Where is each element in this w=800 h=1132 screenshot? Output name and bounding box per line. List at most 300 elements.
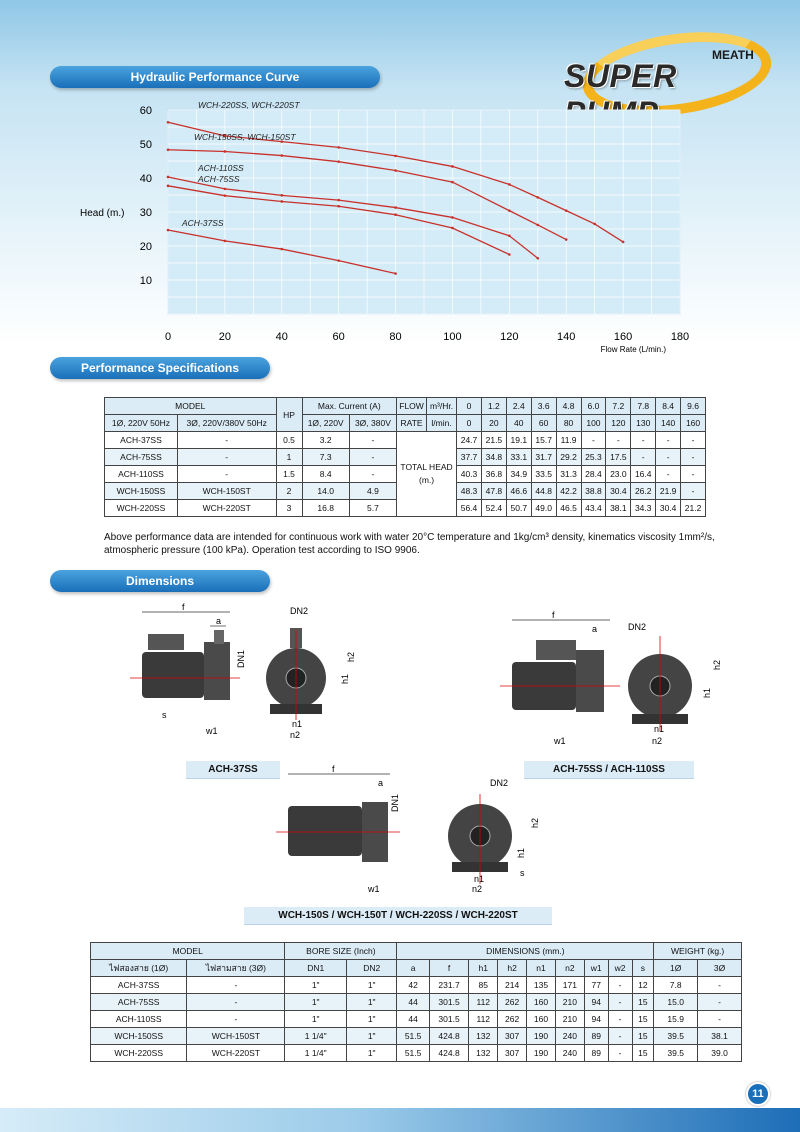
spec-cell: 33.1 bbox=[506, 449, 531, 466]
spec-cell: - bbox=[177, 449, 276, 466]
series-point bbox=[337, 146, 340, 149]
dim-cell: 112 bbox=[469, 994, 498, 1011]
spec-total-head-unit: (m.) bbox=[418, 475, 435, 485]
spec-flow-m3: 9.6 bbox=[681, 398, 706, 415]
dim-cell: 51.5 bbox=[397, 1028, 429, 1045]
spec-cell: 15.7 bbox=[531, 432, 556, 449]
spec-cell: 31.7 bbox=[531, 449, 556, 466]
spec-cell: 1.5 bbox=[276, 466, 302, 483]
label-n2: n2 bbox=[652, 736, 663, 746]
dim-cell: 15.0 bbox=[654, 994, 698, 1011]
series-point bbox=[394, 169, 397, 172]
drawing-ach-75ss-110ss bbox=[500, 606, 720, 751]
y-tick-label: 50 bbox=[139, 139, 152, 151]
series-point bbox=[394, 206, 397, 209]
spec-cell: 44.8 bbox=[531, 483, 556, 500]
terminal-box bbox=[148, 634, 184, 650]
x-tick-label: 160 bbox=[613, 331, 633, 343]
spec-cell: WCH-150ST bbox=[177, 483, 276, 500]
spec-cell bbox=[397, 500, 457, 517]
dim-cell: - bbox=[698, 977, 742, 994]
spec-cell: ACH-37SS bbox=[105, 432, 178, 449]
series-point bbox=[565, 209, 568, 212]
spec-flow-m3: 7.2 bbox=[606, 398, 631, 415]
label-dn2: DN2 bbox=[290, 606, 309, 616]
label-h2: h2 bbox=[530, 817, 540, 828]
dim-col: a bbox=[397, 960, 429, 977]
dim-cell: 190 bbox=[527, 1045, 556, 1062]
spec-cell: - bbox=[349, 432, 396, 449]
spec-cell: 21.5 bbox=[481, 432, 506, 449]
motor-body bbox=[142, 652, 204, 698]
spec-cell: 21.2 bbox=[681, 500, 706, 517]
dim-cell: 7.8 bbox=[654, 977, 698, 994]
dim-cell: 94 bbox=[584, 994, 608, 1011]
spec-flow-m3: 2.4 bbox=[506, 398, 531, 415]
series-point bbox=[565, 238, 568, 241]
series-point bbox=[536, 196, 539, 199]
x-tick-label: 20 bbox=[218, 331, 232, 343]
dim-cell: 160 bbox=[527, 1011, 556, 1028]
spec-cell: 30.4 bbox=[656, 500, 681, 517]
dim-cell: - bbox=[698, 994, 742, 1011]
spec-cell: 23.0 bbox=[606, 466, 631, 483]
spec-cell: - bbox=[349, 466, 396, 483]
dim-cell: 424.8 bbox=[429, 1028, 469, 1045]
spec-row bbox=[105, 432, 706, 449]
label-n2: n2 bbox=[472, 884, 483, 894]
dim-cell: 240 bbox=[555, 1045, 584, 1062]
dim-row bbox=[91, 994, 742, 1011]
series-point bbox=[224, 240, 227, 243]
series-point bbox=[451, 165, 454, 168]
dim-cell: 38.1 bbox=[698, 1028, 742, 1045]
dim-cell: 1 1/4" bbox=[285, 1028, 347, 1045]
dim-cell: 1 1/4" bbox=[285, 1045, 347, 1062]
section-title-specs: Performance Specifications bbox=[50, 357, 270, 379]
spec-flow-label: FLOW bbox=[397, 398, 427, 415]
spec-cell: 28.4 bbox=[581, 466, 606, 483]
dim-weight-header: WEIGHT (kg.) bbox=[654, 943, 742, 960]
x-tick-label: 40 bbox=[275, 331, 288, 343]
series-point bbox=[280, 248, 283, 251]
spec-flow-lmin: 0 bbox=[457, 415, 482, 432]
x-tick-label: 0 bbox=[164, 331, 172, 343]
caption-ach-37ss: ACH-37SS bbox=[186, 761, 280, 779]
spec-cell: - bbox=[681, 466, 706, 483]
spec-cell: 42.2 bbox=[556, 483, 581, 500]
x-axis-label: Flow Rate (L/min.) bbox=[600, 345, 666, 354]
spec-cell: 8.4 bbox=[302, 466, 349, 483]
series-point bbox=[280, 154, 283, 157]
dim-cell: 1" bbox=[285, 994, 347, 1011]
dim-row bbox=[91, 1028, 742, 1045]
spec-cell: WCH-220SS bbox=[105, 500, 178, 517]
series-point bbox=[280, 200, 283, 203]
spec-cell: - bbox=[656, 449, 681, 466]
spec-cell: 48.3 bbox=[457, 483, 482, 500]
label-s: s bbox=[162, 710, 167, 720]
dim-cell: 240 bbox=[555, 1028, 584, 1045]
label-dn2: DN2 bbox=[490, 778, 509, 788]
dim-cell: - bbox=[187, 994, 285, 1011]
label-dn1: DN1 bbox=[236, 649, 246, 668]
dim-cell: 15 bbox=[632, 994, 654, 1011]
dim-cell: 231.7 bbox=[429, 977, 469, 994]
label-h2: h2 bbox=[712, 659, 722, 670]
dim-cell: 210 bbox=[555, 994, 584, 1011]
spec-cell: 26.2 bbox=[631, 483, 656, 500]
series-label: ACH-75SS bbox=[198, 173, 240, 184]
dim-cell: WCH-150ST bbox=[187, 1028, 285, 1045]
caption-wch: WCH-150S / WCH-150T / WCH-220SS / WCH-220ST bbox=[244, 907, 552, 925]
series-point bbox=[167, 121, 170, 124]
series-point bbox=[536, 257, 539, 260]
series-label: WCH-220SS, WCH-220ST bbox=[198, 100, 300, 111]
series-point bbox=[508, 183, 511, 186]
dim-cell: 1" bbox=[347, 1011, 397, 1028]
dim-cell: 15.9 bbox=[654, 1011, 698, 1028]
x-tick-label: 100 bbox=[443, 331, 462, 343]
series-label: ACH-37SS bbox=[182, 218, 224, 229]
spec-flow-lmin: 20 bbox=[481, 415, 506, 432]
dim-cell: 307 bbox=[498, 1045, 527, 1062]
dim-cell: 39.0 bbox=[698, 1045, 742, 1062]
dim-cell: 262 bbox=[498, 1011, 527, 1028]
spec-cell: 25.3 bbox=[581, 449, 606, 466]
series-point bbox=[280, 194, 283, 197]
dim-cell: 307 bbox=[498, 1028, 527, 1045]
spec-cell: ACH-110SS bbox=[105, 466, 178, 483]
spec-cell: 34.8 bbox=[481, 449, 506, 466]
spec-cell: 47.8 bbox=[481, 483, 506, 500]
series-point bbox=[337, 199, 340, 202]
series-label: ACH-110SS bbox=[198, 162, 244, 173]
y-tick-label: 60 bbox=[139, 105, 152, 117]
label-a: a bbox=[378, 778, 384, 788]
dim-cell: 171 bbox=[555, 977, 584, 994]
dim-cell: 51.5 bbox=[397, 1045, 429, 1062]
series-point bbox=[224, 194, 227, 197]
series-point bbox=[224, 150, 227, 153]
dim-cell: - bbox=[608, 1045, 632, 1062]
x-tick-label: 80 bbox=[389, 331, 402, 343]
label-w1: w1 bbox=[368, 884, 380, 894]
spec-flow-lmin: 130 bbox=[631, 415, 656, 432]
spec-cell: 33.5 bbox=[531, 466, 556, 483]
spec-flow-lmin: 160 bbox=[681, 415, 706, 432]
spec-cur1-header: 1Ø, 220V bbox=[302, 415, 349, 432]
spec-flow-m3: 1.2 bbox=[481, 398, 506, 415]
series-point bbox=[451, 216, 454, 219]
dim-cell: ACH-75SS bbox=[91, 994, 187, 1011]
spec-cell: 11.9 bbox=[556, 432, 581, 449]
dim-col: 1Ø bbox=[654, 960, 698, 977]
series-point bbox=[167, 229, 170, 232]
spec-cell: 50.7 bbox=[506, 500, 531, 517]
dim-row bbox=[91, 1045, 742, 1062]
dim-cell: 15 bbox=[632, 1028, 654, 1045]
label-dn1: DN1 bbox=[390, 793, 400, 812]
spec-cell: 36.8 bbox=[481, 466, 506, 483]
spec-hp-header: HP bbox=[276, 398, 302, 432]
series-point bbox=[337, 205, 340, 208]
spec-cell: 46.5 bbox=[556, 500, 581, 517]
dim-model-header: MODEL bbox=[91, 943, 285, 960]
performance-chart bbox=[70, 98, 690, 356]
label-dn2: DN2 bbox=[628, 622, 647, 632]
dim-cell: 39.5 bbox=[654, 1028, 698, 1045]
spec-phase1-header: 1Ø, 220V 50Hz bbox=[105, 415, 178, 432]
dim-col: DN1 bbox=[285, 960, 347, 977]
performance-note: Above performance data are intended for continuous work with water 20°C temperature and 1kg/cm³ density, kinematics viscosity 1mm²/s, atmospheric pressure (100 kPa). Operation test according to ISO 9906. bbox=[104, 532, 715, 556]
dim-cell: - bbox=[608, 1011, 632, 1028]
spec-model-header: MODEL bbox=[105, 398, 277, 415]
spec-cell: - bbox=[177, 432, 276, 449]
label-s: s bbox=[520, 868, 525, 878]
dim-cell: ACH-37SS bbox=[91, 977, 187, 994]
dim-cell: 1" bbox=[347, 994, 397, 1011]
spec-cell: 1 bbox=[276, 449, 302, 466]
spec-flow-m3: 8.4 bbox=[656, 398, 681, 415]
logo-name: SUPER bbox=[564, 58, 677, 94]
series-point bbox=[536, 224, 539, 227]
series-point bbox=[622, 241, 625, 244]
spec-flow-lmin: 60 bbox=[531, 415, 556, 432]
spec-cell: 43.4 bbox=[581, 500, 606, 517]
dim-cell: 301.5 bbox=[429, 1011, 469, 1028]
dim-cell: - bbox=[608, 977, 632, 994]
label-a: a bbox=[216, 616, 222, 626]
spec-cell bbox=[397, 432, 457, 449]
spec-cell: 38.1 bbox=[606, 500, 631, 517]
dim-cell: 214 bbox=[498, 977, 527, 994]
spec-flow-lmin: 140 bbox=[656, 415, 681, 432]
dim-col: h1 bbox=[469, 960, 498, 977]
x-tick-label: 180 bbox=[670, 331, 690, 343]
label-n1: n1 bbox=[654, 724, 665, 734]
spec-cell: - bbox=[177, 466, 276, 483]
spec-cell: 3.2 bbox=[302, 432, 349, 449]
spec-cell: 4.9 bbox=[349, 483, 396, 500]
spec-cell: WCH-220ST bbox=[177, 500, 276, 517]
dim-cell: 15 bbox=[632, 1011, 654, 1028]
dim-cell: 39.5 bbox=[654, 1045, 698, 1062]
series-point bbox=[394, 272, 397, 275]
spec-cell: 0.5 bbox=[276, 432, 302, 449]
spec-cell: 24.7 bbox=[457, 432, 482, 449]
dim-col: n1 bbox=[527, 960, 556, 977]
outlet-port bbox=[214, 630, 224, 644]
series-point bbox=[224, 188, 227, 191]
x-tick-label: 140 bbox=[557, 331, 576, 343]
series-label: WCH-150SS, WCH-150ST bbox=[194, 131, 296, 142]
dim-col: w2 bbox=[608, 960, 632, 977]
spec-rate-label: RATE bbox=[397, 415, 427, 432]
dim-col: DN2 bbox=[347, 960, 397, 977]
dim-col: n2 bbox=[555, 960, 584, 977]
series-point bbox=[167, 148, 170, 151]
spec-flow-m3: 6.0 bbox=[581, 398, 606, 415]
spec-cell: 2 bbox=[276, 483, 302, 500]
terminal-box bbox=[536, 640, 576, 660]
label-h2: h2 bbox=[346, 651, 356, 662]
dim-cell: 424.8 bbox=[429, 1045, 469, 1062]
series-point bbox=[394, 155, 397, 158]
spec-cell: 7.3 bbox=[302, 449, 349, 466]
spec-cell: 21.9 bbox=[656, 483, 681, 500]
spec-cell: 46.6 bbox=[506, 483, 531, 500]
pump-head bbox=[204, 642, 230, 700]
spec-cell: 49.0 bbox=[531, 500, 556, 517]
dim-row bbox=[91, 977, 742, 994]
spec-cell: - bbox=[656, 432, 681, 449]
footer-band bbox=[0, 1108, 800, 1132]
spec-cell: 5.7 bbox=[349, 500, 396, 517]
dim-cell: 1" bbox=[285, 977, 347, 994]
spec-cell: 40.3 bbox=[457, 466, 482, 483]
y-axis-label: Head (m.) bbox=[80, 208, 125, 219]
spec-cell: 34.3 bbox=[631, 500, 656, 517]
label-n1: n1 bbox=[474, 874, 485, 884]
dim-col: h2 bbox=[498, 960, 527, 977]
dim-cell: - bbox=[698, 1011, 742, 1028]
spec-cell: 52.4 bbox=[481, 500, 506, 517]
dim-cell: 1" bbox=[347, 977, 397, 994]
spec-cell: 14.0 bbox=[302, 483, 349, 500]
dim-col: s bbox=[632, 960, 654, 977]
spec-cell: 34.9 bbox=[506, 466, 531, 483]
dim-cell: 12 bbox=[632, 977, 654, 994]
spec-current-header: Max. Current (A) bbox=[302, 398, 397, 415]
series-point bbox=[451, 181, 454, 184]
dimensions-table bbox=[90, 942, 742, 1062]
spec-cell: 16.8 bbox=[302, 500, 349, 517]
dim-cell: 132 bbox=[469, 1028, 498, 1045]
dim-cell: 44 bbox=[397, 1011, 429, 1028]
dim-cell: WCH-150SS bbox=[91, 1028, 187, 1045]
dim-cell: 1" bbox=[347, 1045, 397, 1062]
series-point bbox=[167, 176, 170, 179]
spec-cell: 38.8 bbox=[581, 483, 606, 500]
label-w1: w1 bbox=[554, 736, 566, 746]
spec-cell: 31.3 bbox=[556, 466, 581, 483]
series-point bbox=[337, 160, 340, 163]
dim-cell: 89 bbox=[584, 1045, 608, 1062]
dim-cell: 112 bbox=[469, 1011, 498, 1028]
series-point bbox=[593, 223, 596, 226]
dim-sub-1ph: ไฟสองสาย (1Ø) bbox=[91, 960, 187, 977]
spec-phase3-header: 3Ø, 220V/380V 50Hz bbox=[177, 415, 276, 432]
label-w1: w1 bbox=[206, 726, 218, 736]
spec-cell: - bbox=[581, 432, 606, 449]
spec-flow-lmin: 100 bbox=[581, 415, 606, 432]
spec-cell: 29.2 bbox=[556, 449, 581, 466]
series-point bbox=[167, 185, 170, 188]
spec-row bbox=[105, 500, 706, 517]
dim-cell: 135 bbox=[527, 977, 556, 994]
spec-cell: - bbox=[656, 466, 681, 483]
y-tick-label: 20 bbox=[139, 241, 152, 253]
spec-cur3-header: 3Ø, 380V bbox=[349, 415, 396, 432]
performance-spec-table bbox=[104, 397, 706, 517]
label-f: f bbox=[552, 610, 555, 620]
spec-cell: - bbox=[681, 449, 706, 466]
spec-flow-m3: 7.8 bbox=[631, 398, 656, 415]
spec-cell: 17.5 bbox=[606, 449, 631, 466]
dim-cell: 1" bbox=[347, 1028, 397, 1045]
label-f: f bbox=[182, 602, 185, 612]
dim-cell: - bbox=[187, 977, 285, 994]
dim-cell: - bbox=[187, 1011, 285, 1028]
spec-cell: 19.1 bbox=[506, 432, 531, 449]
series-point bbox=[451, 227, 454, 230]
pump-head bbox=[576, 650, 604, 712]
label-h1: h1 bbox=[516, 847, 526, 858]
dim-cell: 160 bbox=[527, 994, 556, 1011]
dim-cell: - bbox=[608, 1028, 632, 1045]
series-point bbox=[508, 253, 511, 256]
spec-cell: 16.4 bbox=[631, 466, 656, 483]
spec-cell: - bbox=[631, 432, 656, 449]
dim-cell: 42 bbox=[397, 977, 429, 994]
dim-cell: 77 bbox=[584, 977, 608, 994]
spec-cell: WCH-150SS bbox=[105, 483, 178, 500]
dim-cell: 301.5 bbox=[429, 994, 469, 1011]
dim-col: w1 bbox=[584, 960, 608, 977]
series-point bbox=[508, 209, 511, 212]
spec-flow-m3: 3.6 bbox=[531, 398, 556, 415]
spec-row bbox=[105, 449, 706, 466]
dim-cell: ACH-110SS bbox=[91, 1011, 187, 1028]
spec-cell: 56.4 bbox=[457, 500, 482, 517]
x-tick-label: 60 bbox=[332, 331, 345, 343]
dim-cell: 210 bbox=[555, 1011, 584, 1028]
dim-col: 3Ø bbox=[698, 960, 742, 977]
x-tick-label: 120 bbox=[500, 331, 519, 343]
spec-unit-lmin: l/min. bbox=[427, 415, 457, 432]
spec-flow-m3: 0 bbox=[457, 398, 482, 415]
spec-flow-m3: 4.8 bbox=[556, 398, 581, 415]
series-point bbox=[508, 235, 511, 238]
y-tick-label: 40 bbox=[139, 173, 152, 185]
dim-cell: 94 bbox=[584, 1011, 608, 1028]
spec-cell: ACH-75SS bbox=[105, 449, 178, 466]
y-tick-label: 30 bbox=[139, 207, 152, 219]
spec-total-head: TOTAL HEAD bbox=[400, 462, 453, 472]
label-f: f bbox=[332, 764, 335, 774]
spec-cell: 3 bbox=[276, 500, 302, 517]
dim-cell: 1" bbox=[285, 1011, 347, 1028]
spec-total-head-cell bbox=[397, 449, 457, 500]
dim-cell: - bbox=[608, 994, 632, 1011]
label-a: a bbox=[592, 624, 598, 634]
section-title-dimensions: Dimensions bbox=[50, 570, 270, 592]
spec-cell: 37.7 bbox=[457, 449, 482, 466]
drawing-ach-37ss bbox=[130, 600, 370, 750]
dim-bore-header: BORE SIZE (Inch) bbox=[285, 943, 397, 960]
motor-body bbox=[288, 806, 362, 856]
dim-cell: 15 bbox=[632, 1045, 654, 1062]
series-point bbox=[394, 213, 397, 216]
dim-col: f bbox=[429, 960, 469, 977]
series-point bbox=[337, 259, 340, 262]
y-tick-label: 10 bbox=[139, 275, 152, 287]
spec-cell: - bbox=[349, 449, 396, 466]
dim-sub-3ph: ไฟสามสาย (3Ø) bbox=[187, 960, 285, 977]
spec-flow-lmin: 40 bbox=[506, 415, 531, 432]
section-title-curve: Hydraulic Performance Curve bbox=[50, 66, 380, 88]
